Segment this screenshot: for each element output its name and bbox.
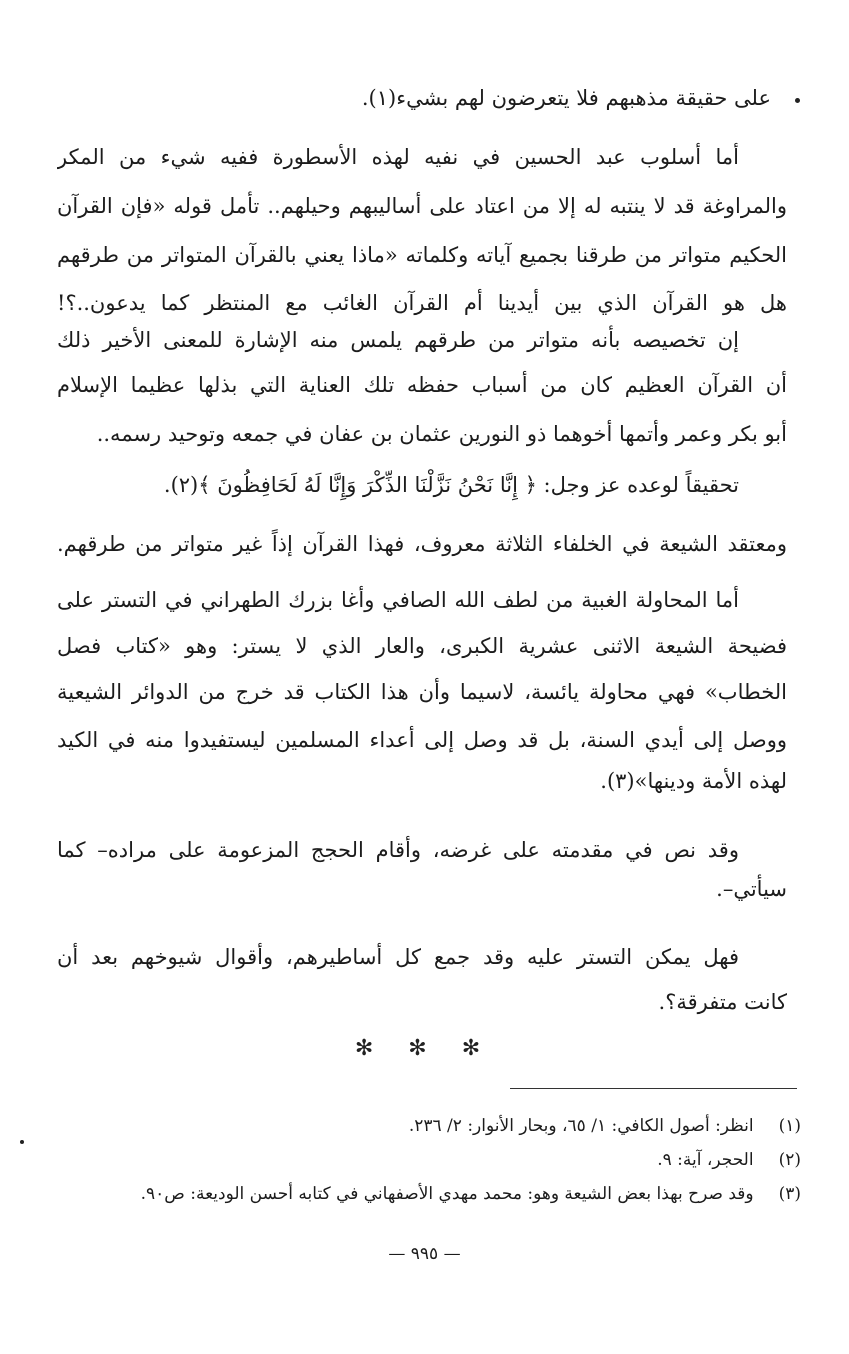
body-line: وقد نص في مقدمته على غرضه، وأقام الحجج المزعومة على مراده– كما (57, 838, 739, 862)
body-line: أبو بكر وعمر وأتمها أخوهما ذو النورين عثمان بن عفان في جمعه وتوحيد رسمه.. (96, 422, 787, 446)
body-line: ومعتقد الشيعة في الخلفاء الثلاثة معروف، فهذا القرآن إذاً غير متواتر من طرقهم. (57, 532, 787, 556)
body-line: أما أسلوب عبد الحسين في نفيه لهذه الأسطورة ففيه شيء من المكر (57, 145, 739, 169)
footnote (41, 1146, 801, 1174)
body-line: الحكيم متواتر من طرقنا بجميع آياته وكلماته «ماذا يعني بالقرآن المتواتر من طرقهم (57, 243, 787, 267)
footnote-number: (٢) (778, 1150, 801, 1170)
body-line: إن تخصيصه بأنه متواتر من طرقهم يلمس منه الإشارة للمعنى الأخير ذلك (57, 328, 739, 352)
body-line: هل هو القرآن الذي بين أيدينا أم القرآن الغائب مع المنتظر كما يدعون..؟! (57, 291, 787, 315)
body-line: كانت متفرقة؟. (658, 990, 787, 1014)
body-line: أن القرآن العظيم كان من أسباب حفظه تلك العناية التي بذلها عظيما الإسلام (57, 373, 787, 397)
section-separator: ✻ ✻ ✻ (354, 1036, 495, 1061)
footnote-text: انظر: أصول الكافي: ١/ ٦٥، وبحار الأنوار: ٢/ ٢٣٦. (408, 1116, 754, 1136)
footnote-number: (١) (778, 1116, 801, 1136)
speck (20, 1140, 24, 1144)
page-number: — ٩٩٥ — (388, 1244, 461, 1264)
quran-verse-line: تحقيقاً لوعده عز وجل: ﴿ إِنَّا نَحْنُ نَزَّلْنَا الذِّكْرَ وَإِنَّا لَهُ لَحَافِظُونَ ﴾(٢). (163, 473, 739, 497)
body-line: أما المحاولة الغبية من لطف الله الصافي وأغا بزرك الطهراني في التستر على (57, 588, 739, 612)
body-line: فهل يمكن التستر عليه وقد جمع كل أساطيرهم، وأقوال شيوخهم بعد أن (57, 945, 739, 969)
body-line: سيأتي–. (716, 877, 787, 901)
footnote (11, 1180, 801, 1208)
body-line: والمراوغة قد لا ينتبه له إلا من اعتاد على أساليبهم وحيلهم.. تأمل قوله «فإن القرآن (57, 194, 787, 218)
footnote-text: الحجر، آية: ٩. (657, 1150, 754, 1170)
footnote-number: (٣) (778, 1184, 801, 1204)
body-line: على حقيقة مذهبهم فلا يتعرضون لهم بشيء(١). (361, 86, 771, 110)
footnote-rule (510, 1088, 797, 1089)
footnote-text: وقد صرح بهذا بعض الشيعة وهو: محمد مهدي الأصفهاني في كتابه أحسن الوديعة: ص٩٠. (140, 1184, 754, 1204)
body-line: لهذه الأمة ودينها»(٣). (600, 769, 787, 793)
footnote (41, 1112, 801, 1140)
body-line: الخطاب» فهي محاولة يائسة، لاسيما وأن هذا الكتاب قد خرج من الدوائر الشيعية (57, 680, 787, 704)
body-line: فضيحة الشيعة الاثنى عشرية الكبرى، والعار الذي لا يستر: وهو «كتاب فصل (57, 634, 787, 658)
bullet-mark (795, 98, 800, 103)
body-line: ووصل إلى أيدي السنة، بل قد وصل إلى أعداء المسلمين ليستفيدوا منه في الكيد (57, 728, 787, 752)
